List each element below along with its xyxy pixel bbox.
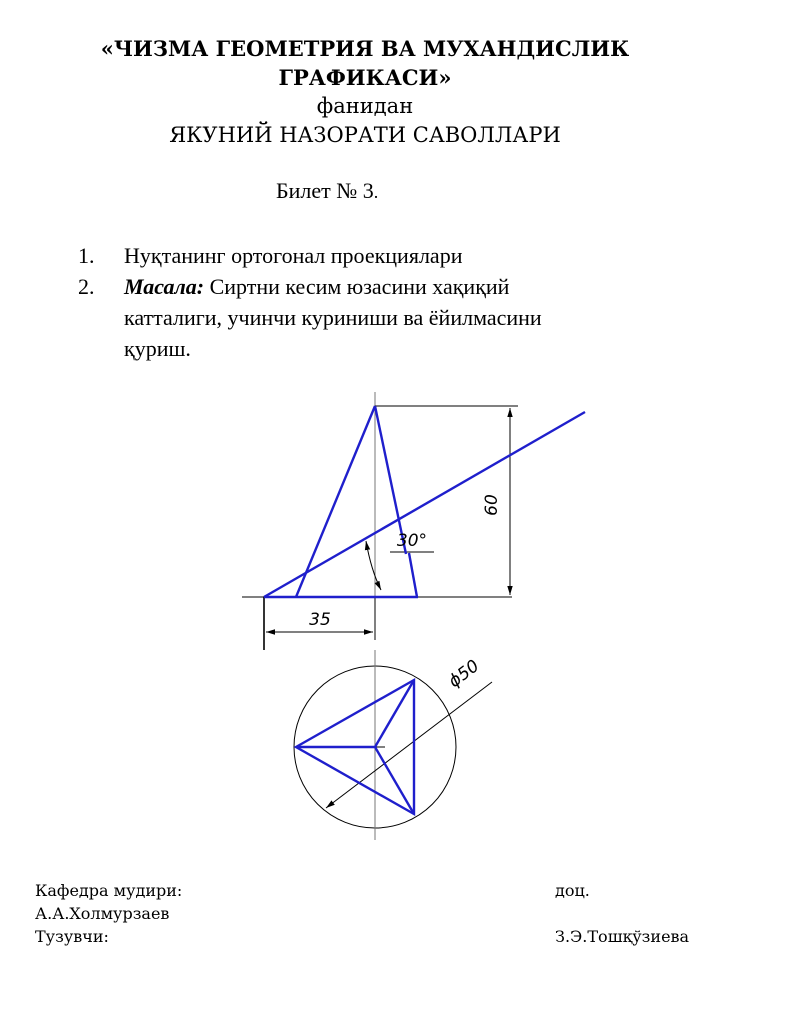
angle-dimension-label: 30° bbox=[396, 531, 428, 551]
diameter-dimension-label: ϕ50 bbox=[444, 656, 484, 692]
question-number-1: 1. bbox=[78, 243, 95, 268]
question-number-2: 2. bbox=[78, 274, 95, 299]
cone-right-lower-edge bbox=[409, 553, 417, 597]
exam-title: ЯКУНИЙ НАЗОРАТИ САВОЛЛАРИ bbox=[169, 123, 561, 147]
dept-head-name: А.А.Холмурзаев bbox=[35, 904, 170, 923]
cutting-plane-trace bbox=[264, 412, 585, 597]
author-name: З.Э.Тошқўзиева bbox=[555, 927, 690, 946]
cone-left-generatrix bbox=[296, 406, 375, 597]
diameter-dimension-line bbox=[326, 682, 492, 808]
subject-title-line-1: «ЧИЗМА ГЕОМЕТРИЯ ВА МУХАНДИСЛИК bbox=[100, 36, 630, 61]
author-label: Тузувчи: bbox=[35, 927, 109, 946]
dimension-labels bbox=[309, 494, 502, 692]
dept-head-title: доц. bbox=[555, 881, 590, 900]
task-text-line-1: Сиртни кесим юзасини хақиқий bbox=[204, 274, 510, 299]
task-text-line-2: катталиги, учинчи куриниши ва ёйилмасини bbox=[124, 305, 542, 330]
angle-arc bbox=[366, 541, 381, 590]
task-text-line-3: қуриш. bbox=[124, 336, 191, 361]
task-label: Масала: bbox=[124, 274, 205, 299]
width-dimension-label: 35 bbox=[309, 610, 331, 630]
subject-suffix: фанидан bbox=[316, 94, 414, 118]
ticket-label: Билет № 3 bbox=[276, 178, 374, 203]
ticket-dot: . bbox=[373, 182, 379, 202]
subject-title-line-2: ГРАФИКАСИ» bbox=[278, 65, 452, 90]
question-text-1: Нуқтанинг ортогонал проекциялари bbox=[124, 243, 463, 268]
dept-head-label: Кафедра мудири: bbox=[35, 881, 183, 900]
front-view-edges bbox=[264, 406, 585, 597]
top-view-edges bbox=[296, 680, 414, 814]
height-dimension-label: 60 bbox=[482, 494, 502, 516]
